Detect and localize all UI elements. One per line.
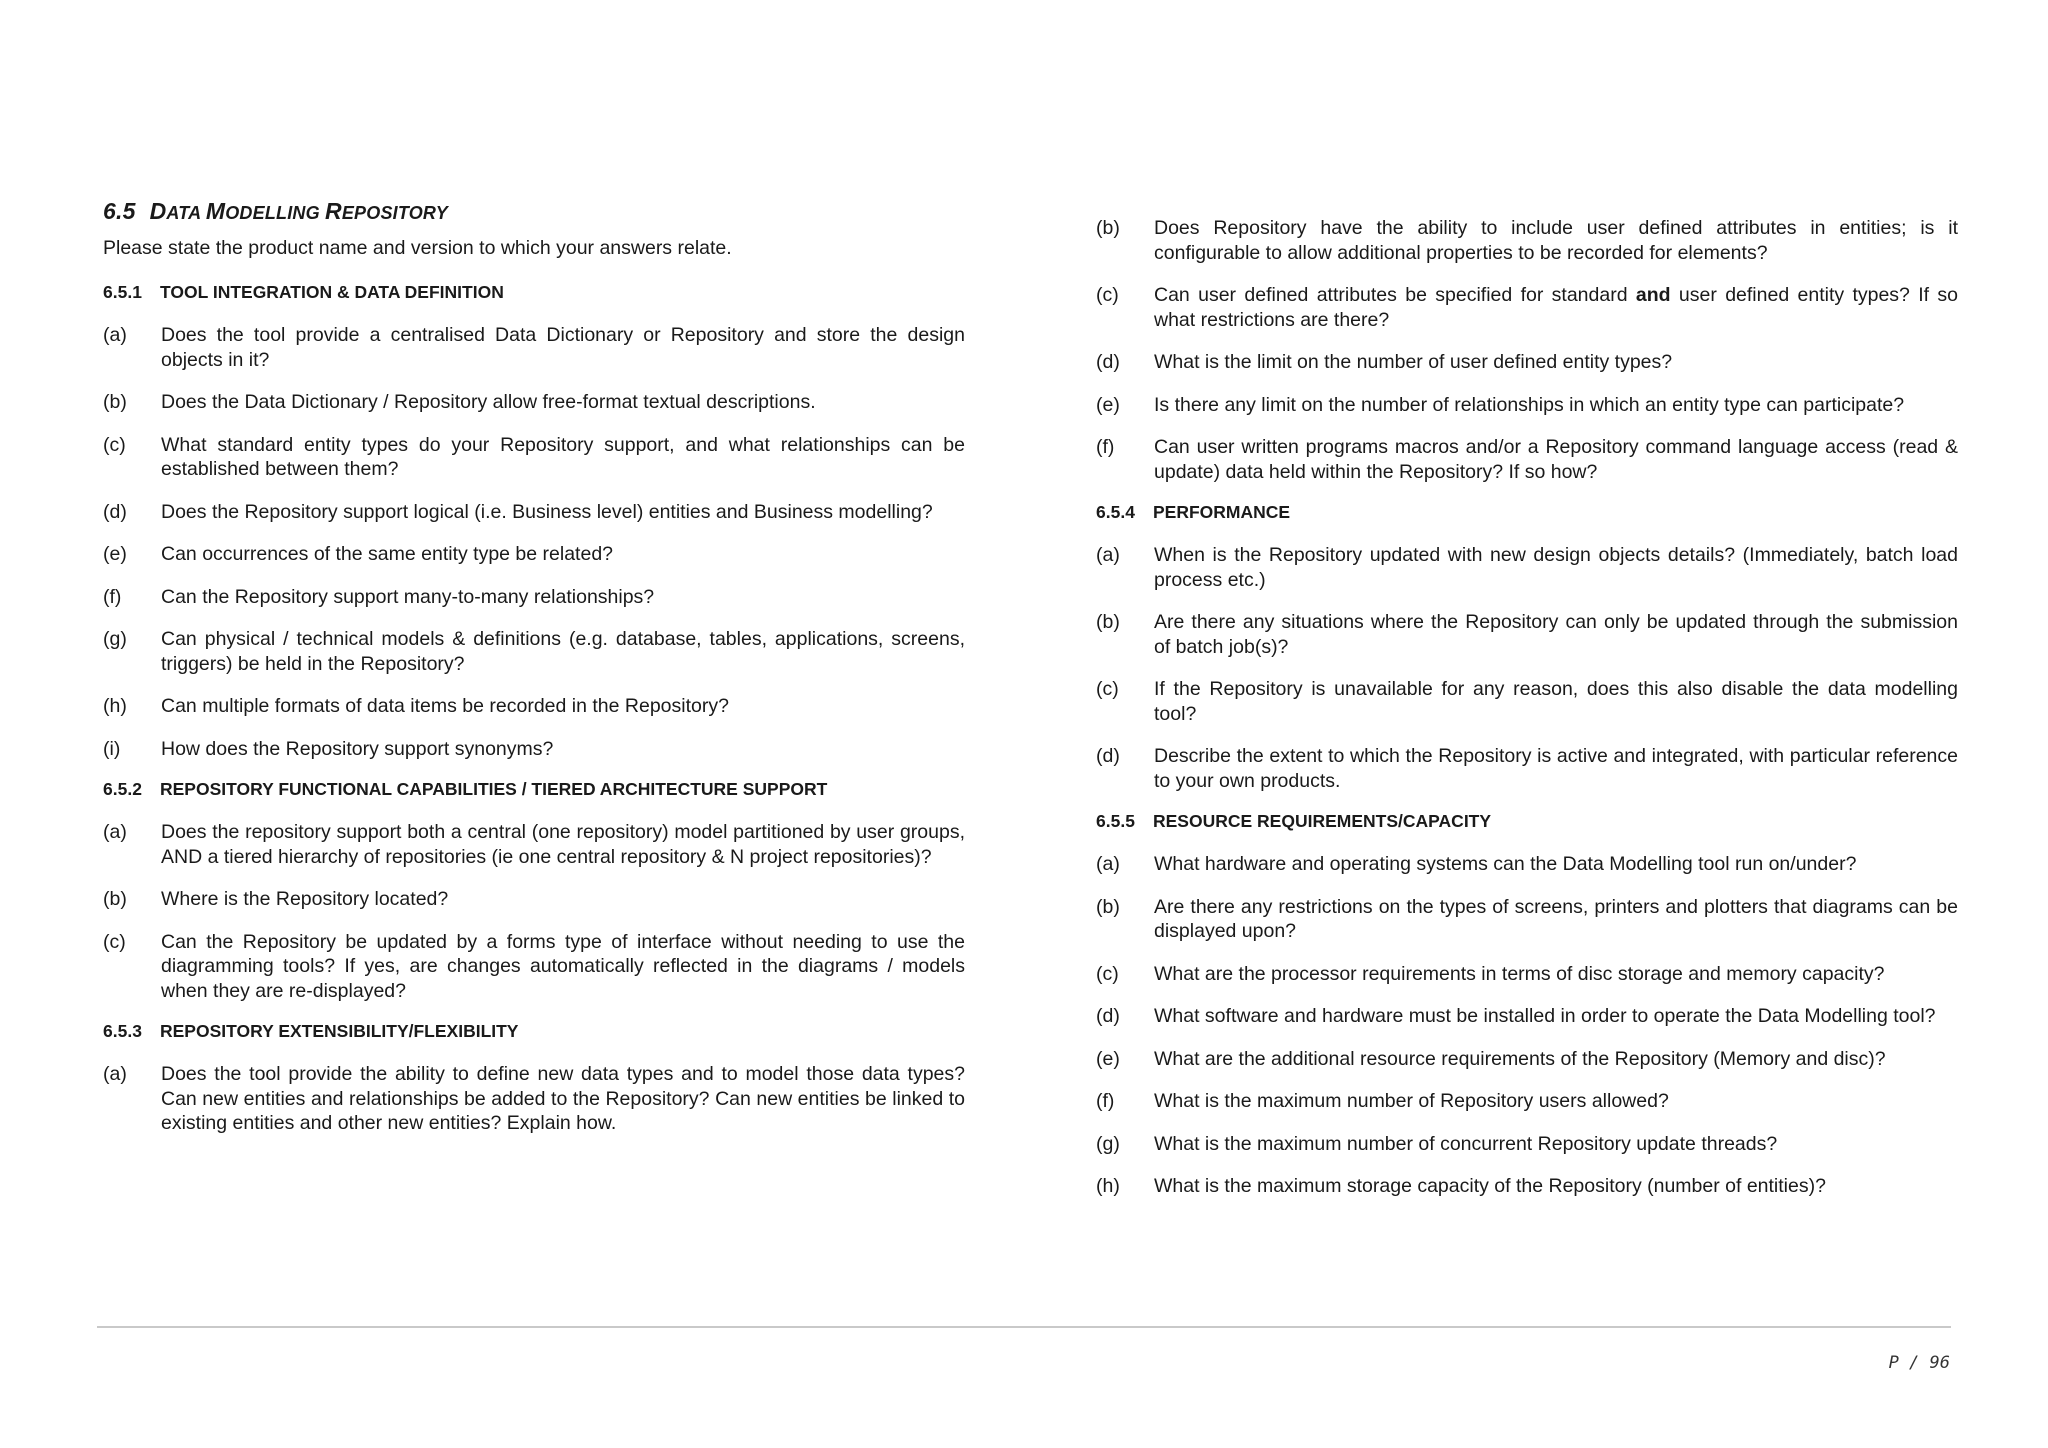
question-text: Does the tool provide a centralised Data Dictionary or Repository and store the design objects in it? bbox=[161, 324, 965, 371]
right-subsections bbox=[1096, 502, 1958, 1199]
section-intro: Please state the product name and version to which your answers relate. bbox=[103, 237, 732, 259]
section-number: 6.5 bbox=[103, 198, 136, 224]
question-item bbox=[1096, 1004, 1958, 1029]
subsection-title: REPOSITORY FUNCTIONAL CAPABILITIES / TIERED ARCHITECTURE SUPPORT bbox=[160, 779, 828, 799]
question-label: (f) bbox=[1096, 436, 1115, 458]
subsection-heading bbox=[1096, 502, 1958, 523]
question-text: Can the Repository be updated by a forms type of interface without needing to use the diagramming tools? If yes, are changes automatically reflected in the diagrams / models when they are re-displayed? bbox=[161, 930, 965, 1002]
question-text: Can occurrences of the same entity type be related? bbox=[161, 543, 614, 565]
question-text: Does Repository have the ability to include user defined attributes in entities; is it configurable to allow additional properties to be recorded for elements? bbox=[1154, 217, 1958, 264]
question-item bbox=[1096, 216, 1958, 265]
section-heading: DATA MODELLING REPOSITORY bbox=[149, 198, 449, 224]
right-column bbox=[1096, 216, 1958, 1217]
question-text: Can physical / technical models & definitions (e.g. database, tables, applications, screens, triggers) be held in the Repository? bbox=[161, 628, 965, 675]
question-item bbox=[103, 694, 965, 719]
question-item bbox=[103, 1062, 965, 1136]
footer-divider bbox=[97, 1326, 1951, 1328]
question-text: Does the repository support both a central (one repository) model partitioned by user groups, AND a tiered hierarchy of repositories (ie one central repository & N project repositories)? bbox=[161, 821, 965, 868]
subsection bbox=[103, 1021, 965, 1136]
question-item bbox=[1096, 350, 1958, 375]
question-text: What is the limit on the number of user defined entity types? bbox=[1154, 351, 1673, 373]
question-text: What software and hardware must be installed in order to operate the Data Modelling tool? bbox=[1154, 1005, 1936, 1027]
question-text: Where is the Repository located? bbox=[161, 888, 449, 910]
question-item bbox=[103, 542, 965, 567]
subsection-title: TOOL INTEGRATION & DATA DEFINITION bbox=[160, 282, 504, 302]
question-text: What standard entity types do your Repository support, and what relationships can be established between them? bbox=[161, 433, 965, 480]
question-text: What is the maximum storage capacity of the Repository (number of entities)? bbox=[1154, 1175, 1826, 1197]
question-label: (c) bbox=[1096, 962, 1119, 985]
question-text: If the Repository is unavailable for any reason, does this also disable the data modelling tool? bbox=[1154, 678, 1958, 725]
page-number: P / 96 bbox=[1888, 1353, 1950, 1373]
subsection-number: 6.5.3 bbox=[103, 1021, 142, 1041]
question-label: (f) bbox=[103, 585, 122, 608]
question-item bbox=[103, 323, 965, 372]
question-label: (d) bbox=[1096, 745, 1120, 767]
question-label: (a) bbox=[1096, 853, 1120, 875]
question-label: (e) bbox=[1096, 1047, 1120, 1070]
question-label: (e) bbox=[1096, 393, 1120, 416]
question-text: Can multiple formats of data items be recorded in the Repository? bbox=[161, 695, 729, 717]
question-label: (c) bbox=[1096, 678, 1119, 700]
question-text: Does the Data Dictionary / Repository allow free-format textual descriptions. bbox=[161, 391, 816, 413]
question-item bbox=[103, 585, 965, 610]
question-text: What are the additional resource requirements of the Repository (Memory and disc)? bbox=[1154, 1047, 1886, 1070]
subsection-heading bbox=[103, 779, 965, 800]
question-text-part: user defined entity types? If so what restrictions are there? bbox=[1154, 284, 1959, 331]
subsection-number: 6.5.2 bbox=[103, 779, 142, 799]
question-label: (h) bbox=[103, 695, 127, 717]
subsection-title: PERFORMANCE bbox=[1153, 502, 1291, 522]
question-item bbox=[1096, 1047, 1958, 1072]
question-text: Can user written programs macros and/or a Repository command language access (read & update) data held within the Repository? If so how? bbox=[1154, 436, 1958, 483]
question-item bbox=[1096, 895, 1958, 944]
question-item bbox=[103, 930, 965, 1004]
question-item bbox=[1096, 610, 1958, 659]
question-item bbox=[1096, 543, 1958, 592]
question-text: Are there any restrictions on the types of screens, printers and plotters that diagrams can be displayed upon? bbox=[1154, 895, 1958, 942]
left-column bbox=[103, 198, 965, 1154]
section-title bbox=[103, 198, 965, 225]
question-text: How does the Repository support synonyms? bbox=[161, 737, 554, 760]
subsection-heading bbox=[103, 282, 965, 303]
right-continued-items bbox=[1096, 216, 1958, 484]
question-item bbox=[103, 433, 965, 482]
question-item bbox=[103, 887, 965, 912]
question-text: When is the Repository updated with new design objects details? (Immediately, batch load process etc.) bbox=[1154, 544, 1958, 591]
subsection bbox=[103, 779, 965, 1003]
question-item bbox=[1096, 962, 1958, 987]
question-text bbox=[1154, 283, 1958, 332]
question-text: Does the Repository support logical (i.e. Business level) entities and Business modelling? bbox=[161, 500, 933, 523]
subsection-title: RESOURCE REQUIREMENTS/CAPACITY bbox=[1153, 811, 1492, 831]
question-text: What hardware and operating systems can the Data Modelling tool run on/under? bbox=[1154, 853, 1857, 875]
subsection bbox=[103, 282, 965, 761]
question-item bbox=[103, 820, 965, 869]
question-label: (g) bbox=[103, 628, 127, 650]
question-item bbox=[1096, 1174, 1958, 1199]
question-label: (b) bbox=[1096, 611, 1120, 633]
question-item bbox=[1096, 283, 1958, 332]
question-item bbox=[103, 500, 965, 525]
question-label: (c) bbox=[1096, 284, 1119, 306]
question-label: (a) bbox=[103, 821, 127, 843]
question-label: (c) bbox=[103, 930, 126, 953]
question-label: (b) bbox=[1096, 217, 1120, 239]
question-item bbox=[1096, 435, 1958, 484]
question-label: (a) bbox=[103, 1063, 127, 1085]
question-label: (h) bbox=[1096, 1175, 1120, 1197]
question-text: What are the processor requirements in terms of disc storage and memory capacity? bbox=[1154, 962, 1885, 985]
question-text: What is the maximum number of Repository users allowed? bbox=[1154, 1090, 1669, 1112]
subsection-heading bbox=[1096, 811, 1958, 832]
subsection bbox=[1096, 811, 1958, 1199]
question-item bbox=[1096, 393, 1958, 418]
question-text: Describe the extent to which the Repository is active and integrated, with particular reference to your own products. bbox=[1154, 745, 1958, 792]
question-label: (d) bbox=[1096, 1005, 1120, 1027]
question-label: (b) bbox=[103, 888, 127, 910]
question-label: (a) bbox=[103, 324, 127, 346]
question-label: (f) bbox=[1096, 1090, 1115, 1112]
question-label: (a) bbox=[1096, 544, 1120, 566]
question-item bbox=[1096, 1089, 1958, 1114]
question-item bbox=[103, 390, 965, 415]
question-text: Does the tool provide the ability to define new data types and to model those data types? Can new entities and relationships be added to the Repository? Can new entities be linked to existing entities and other new entities? Explain how. bbox=[161, 1063, 965, 1134]
question-text: Is there any limit on the number of relationships in which an entity type can participate? bbox=[1154, 393, 1905, 416]
question-text: Can the Repository support many-to-many relationships? bbox=[161, 585, 655, 608]
left-subsections bbox=[103, 282, 965, 1136]
question-label: (d) bbox=[1096, 351, 1120, 373]
question-label: (g) bbox=[1096, 1132, 1120, 1155]
question-item bbox=[103, 737, 965, 762]
question-text-bold: and bbox=[1635, 284, 1671, 306]
subsection bbox=[1096, 502, 1958, 793]
subsection-number: 6.5.1 bbox=[103, 282, 142, 302]
question-label: (b) bbox=[1096, 895, 1120, 918]
question-item bbox=[103, 627, 965, 676]
subsection-number: 6.5.4 bbox=[1096, 502, 1135, 522]
question-item bbox=[1096, 744, 1958, 793]
question-label: (e) bbox=[103, 543, 127, 565]
question-text: What is the maximum number of concurrent Repository update threads? bbox=[1154, 1132, 1778, 1155]
question-item bbox=[1096, 1132, 1958, 1157]
question-label: (i) bbox=[103, 737, 121, 760]
question-item bbox=[1096, 677, 1958, 726]
question-label: (b) bbox=[103, 391, 127, 413]
question-text-part: Can user defined attributes be specified for standard bbox=[1154, 284, 1636, 306]
question-label: (c) bbox=[103, 433, 126, 456]
subsection-number: 6.5.5 bbox=[1096, 811, 1135, 831]
question-label: (d) bbox=[103, 500, 127, 523]
question-item bbox=[1096, 852, 1958, 877]
subsection-heading bbox=[103, 1021, 965, 1042]
subsection-title: REPOSITORY EXTENSIBILITY/FLEXIBILITY bbox=[160, 1021, 519, 1041]
question-text: Are there any situations where the Repository can only be updated through the submission of batch job(s)? bbox=[1154, 611, 1958, 658]
